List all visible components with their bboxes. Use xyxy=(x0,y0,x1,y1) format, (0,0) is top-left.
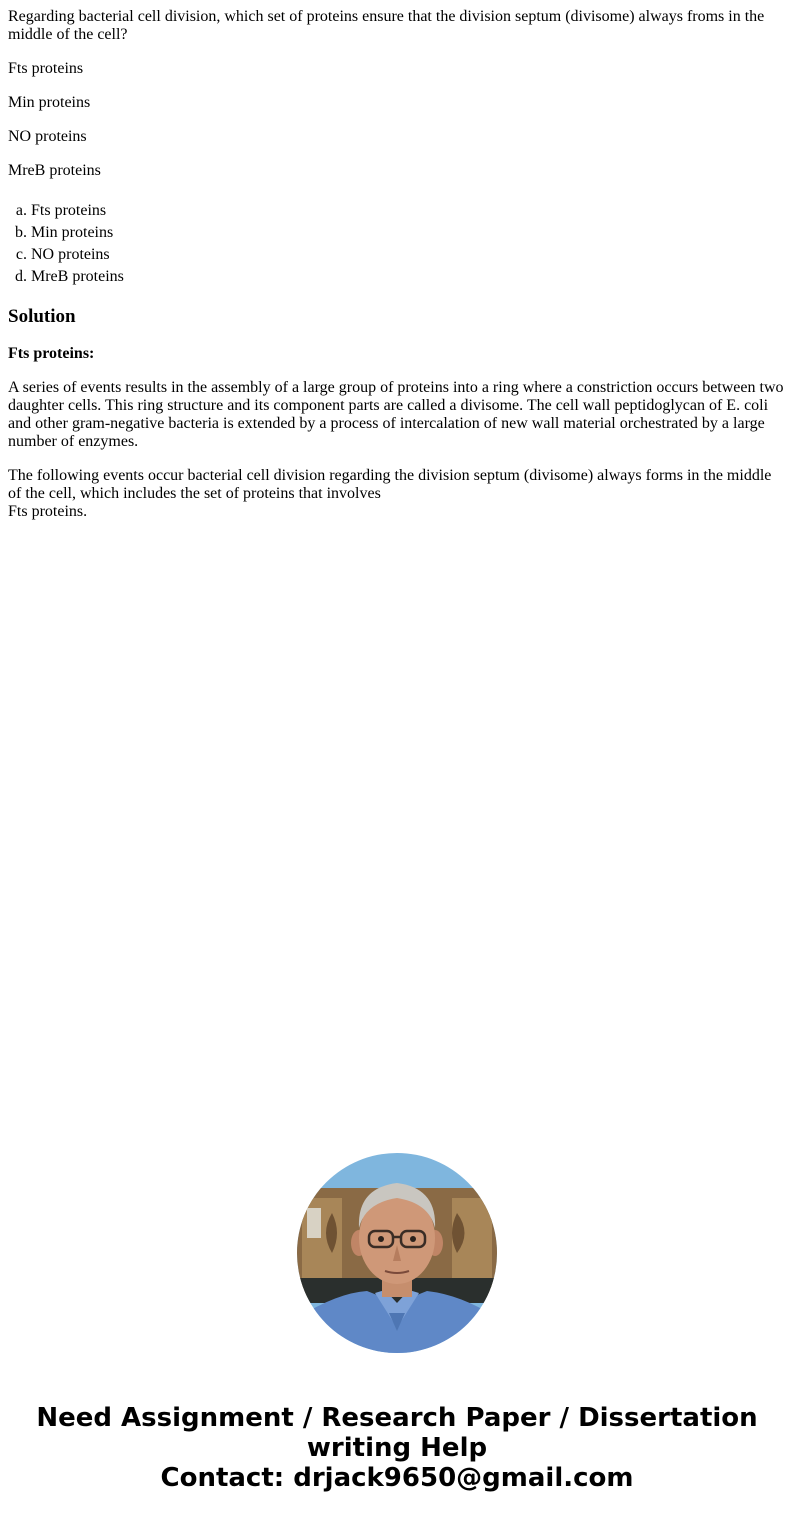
answer-choice: b. Min proteins xyxy=(31,222,786,244)
solution-heading: Solution xyxy=(8,306,76,327)
promo-line: writing Help xyxy=(306,1433,488,1463)
answer-choice: a. Fts proteins xyxy=(31,200,786,222)
question-text: Regarding bacterial cell division, which set of proteins ensure that the division septum (divisome) always froms in the middle of the cell? xyxy=(8,8,765,43)
option-paragraph: MreB proteins xyxy=(8,162,101,179)
avatar-portrait-image xyxy=(297,1153,497,1353)
solution-subheading: Fts proteins: xyxy=(8,345,95,362)
conclusion-answer: Fts proteins. xyxy=(8,503,88,520)
promo-contact: Contact: drjack9650@gmail.com xyxy=(160,1463,634,1493)
answer-choices-list xyxy=(8,200,786,288)
solution-paragraph: A series of events results in the assembly of a large group of proteins into a ring where a constriction occurs between two daughter cells. This ring structure and its component parts are called a divisome. The cell wall peptidoglycan of E. coli and other gram-negative bacteria is extended by a process of intercalation of new wall material orchestrated by a large number of enzymes. xyxy=(8,379,784,450)
avatar xyxy=(297,1153,497,1353)
solution-conclusion xyxy=(8,467,786,521)
promo-line: Need Assignment / Research Paper / Dissertation xyxy=(36,1403,758,1433)
conclusion-text: The following events occur bacterial cell division regarding the division septum (divisome) always forms in the middle of the cell, which includes the set of proteins that involves xyxy=(8,467,772,502)
option-paragraph: Fts proteins xyxy=(8,60,84,77)
option-paragraph: Min proteins xyxy=(8,94,91,111)
option-paragraph: NO proteins xyxy=(8,128,87,145)
answer-choice: c. NO proteins xyxy=(31,244,786,266)
answer-choice: d. MreB proteins xyxy=(31,266,786,288)
promo-banner xyxy=(0,1403,794,1493)
document-body xyxy=(8,8,786,520)
